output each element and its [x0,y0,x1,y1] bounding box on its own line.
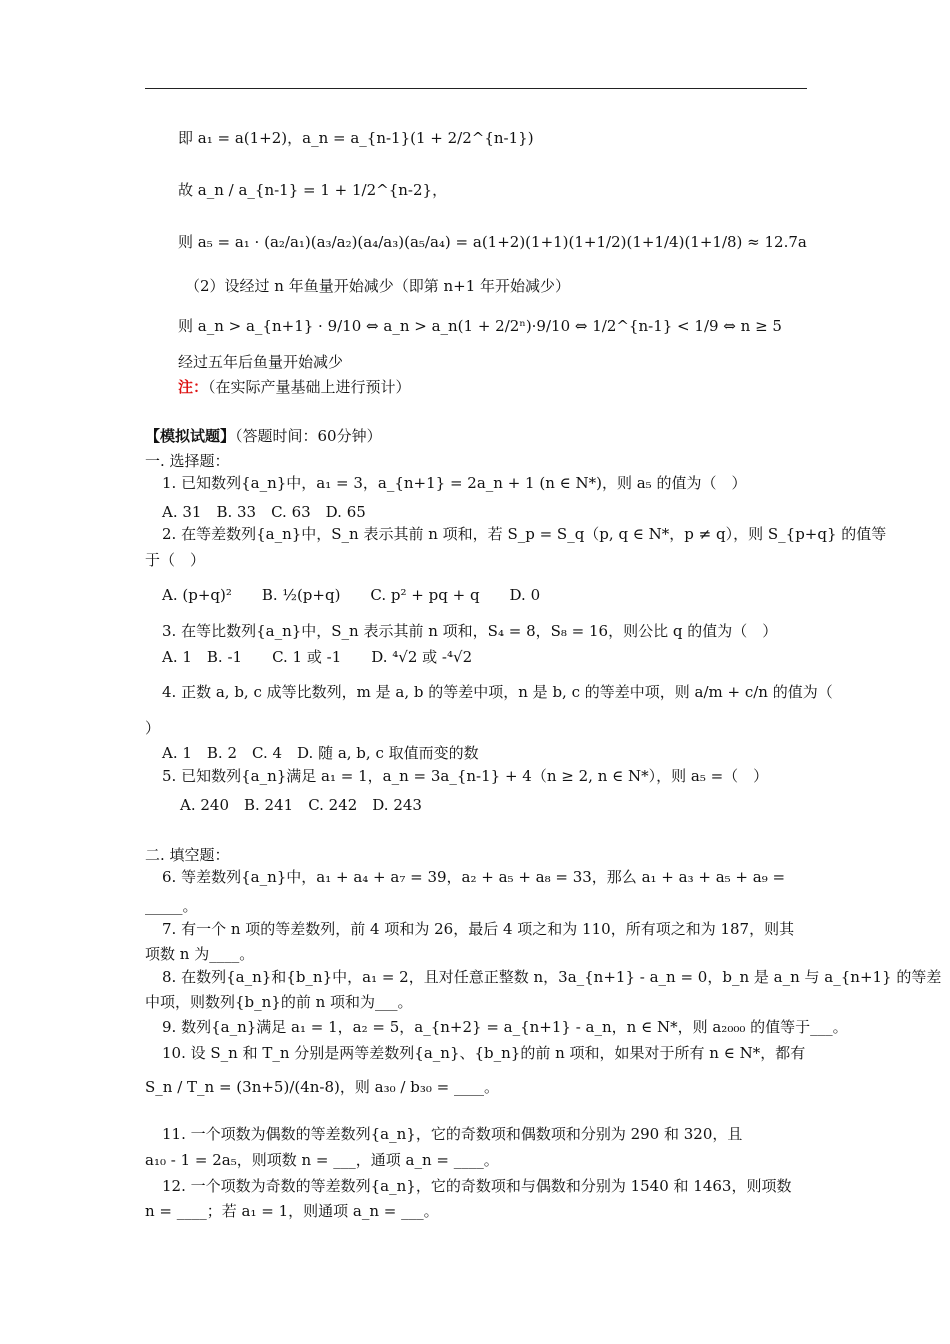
question-4-cont: ） [145,719,161,737]
question-4-options: A. 1 B. 2 C. 4 D. 随 a, b, c 取值而变的数 [162,744,479,762]
question-7: 7. 有一个 n 项的等差数列，前 4 项和为 26，最后 4 项之和为 110，所有项之和为 187，则其 [162,920,795,938]
question-5: 5. 已知数列{a_n}满足 a₁ = 1，a_n = 3a_{n-1} + 4（n ≥ 2, n ∈ N*），则 a₅ =（ ） [162,767,769,785]
solution-line-5: 则 a_n > a_{n+1} · 9/10 ⇔ a_n > a_n(1 + 2/2ⁿ)·9/10 ⇔ 1/2^{n-1} < 1/9 ⇔ n ≥ 5 [178,317,782,335]
section-heading: 【模拟试题】 [145,427,236,445]
question-2-cont: 于（ ） [145,551,206,569]
question-2: 2. 在等差数列{a_n}中，S_n 表示其前 n 项和，若 S_p = S_q（p, q ∈ N*，p ≠ q），则 S_{p+q} 的值等 [162,525,887,543]
solution-line-3: 则 a₅ = a₁ · (a₂/a₁)(a₃/a₂)(a₄/a₃)(a₅/a₄) = a(1+2)(1+1)(1+1/2)(1+1/4)(1+1/8) ≈ 12.7a [178,233,807,251]
question-9: 9. 数列{a_n}满足 a₁ = 1，a₂ = 5，a_{n+2} = a_{n+1} - a_n，n ∈ N*，则 a₂₀₀₀ 的值等于___。 [162,1018,848,1036]
section-time: （答题时间：60分钟） [235,427,382,445]
question-11-cont: a₁₀ - 1 = 2a₅，则项数 n = ___，通项 a_n = ____。 [145,1151,499,1169]
question-2-options: A. (p+q)² B. ½(p+q) C. p² + pq + q D. 0 [162,586,541,604]
question-4: 4. 正数 a, b, c 成等比数列，m 是 a, b 的等差中项，n 是 b, c 的等差中项，则 a/m + c/n 的值为（ [162,683,833,701]
question-8: 8. 在数列{a_n}和{b_n}中，a₁ = 2，且对任意正整数 n，3a_{n+1} - a_n = 0，b_n 是 a_n 与 a_{n+1} 的等差 [162,968,942,986]
question-10: 10. 设 S_n 和 T_n 分别是两等差数列{a_n}、{b_n}的前 n 项和，如果对于所有 n ∈ N*，都有 [162,1044,806,1062]
fill-heading: 二. 填空题： [145,846,230,864]
solution-line-1: 即 a₁ = a(1+2)，a_n = a_{n-1}(1 + 2/2^{n-1}) [178,129,534,147]
question-10-cont: S_n / T_n = (3n+5)/(4n-8)，则 a₃₀ / b₃₀ = ____。 [145,1078,499,1096]
solution-line-2: 故 a_n / a_{n-1} = 1 + 1/2^{n-2}， [178,181,448,199]
question-3-options: A. 1 B. -1 C. 1 或 -1 D. ⁴√2 或 -⁴√2 [162,648,473,666]
note-label: 注： [178,378,209,396]
question-11: 11. 一个项数为偶数的等差数列{a_n}，它的奇数项和偶数项和分别为 290 和 320，且 [162,1125,743,1143]
question-6: 6. 等差数列{a_n}中，a₁ + a₄ + a₇ = 39，a₂ + a₅ + a₈ = 33，那么 a₁ + a₃ + a₅ + a₉ = [162,868,786,886]
solution-conclusion: 经过五年后鱼量开始减少 [178,353,344,371]
question-3: 3. 在等比数列{a_n}中，S_n 表示其前 n 项和，S₄ = 8，S₈ = 16，则公比 q 的值为（ ） [162,622,778,640]
question-1-options: A. 31 B. 33 C. 63 D. 65 [162,503,366,521]
question-12-cont: n = ____；若 a₁ = 1，则通项 a_n = ___。 [145,1202,439,1220]
question-1: 1. 已知数列{a_n}中，a₁ = 3，a_{n+1} = 2a_n + 1 (n ∈ N*)，则 a₅ 的值为（ ） [162,474,747,492]
solution-part-2: （2）设经过 n 年鱼量开始减少（即第 n+1 年开始减少） [185,277,571,295]
note-line [178,377,411,397]
question-7-cont: 项数 n 为____。 [145,945,255,963]
question-5-options: A. 240 B. 241 C. 242 D. 243 [180,796,422,814]
note-text: （在实际产量基础上进行预计） [208,378,411,396]
question-12: 12. 一个项数为奇数的等差数列{a_n}，它的奇数项和与偶数和分别为 1540 和 1463，则项数 [162,1177,792,1195]
section-title [145,426,382,446]
choice-heading: 一. 选择题： [145,452,230,470]
question-8-cont: 中项，则数列{b_n}的前 n 项和为___。 [145,993,413,1011]
question-6-blank: _____。 [145,897,198,915]
header-rule [145,88,807,89]
